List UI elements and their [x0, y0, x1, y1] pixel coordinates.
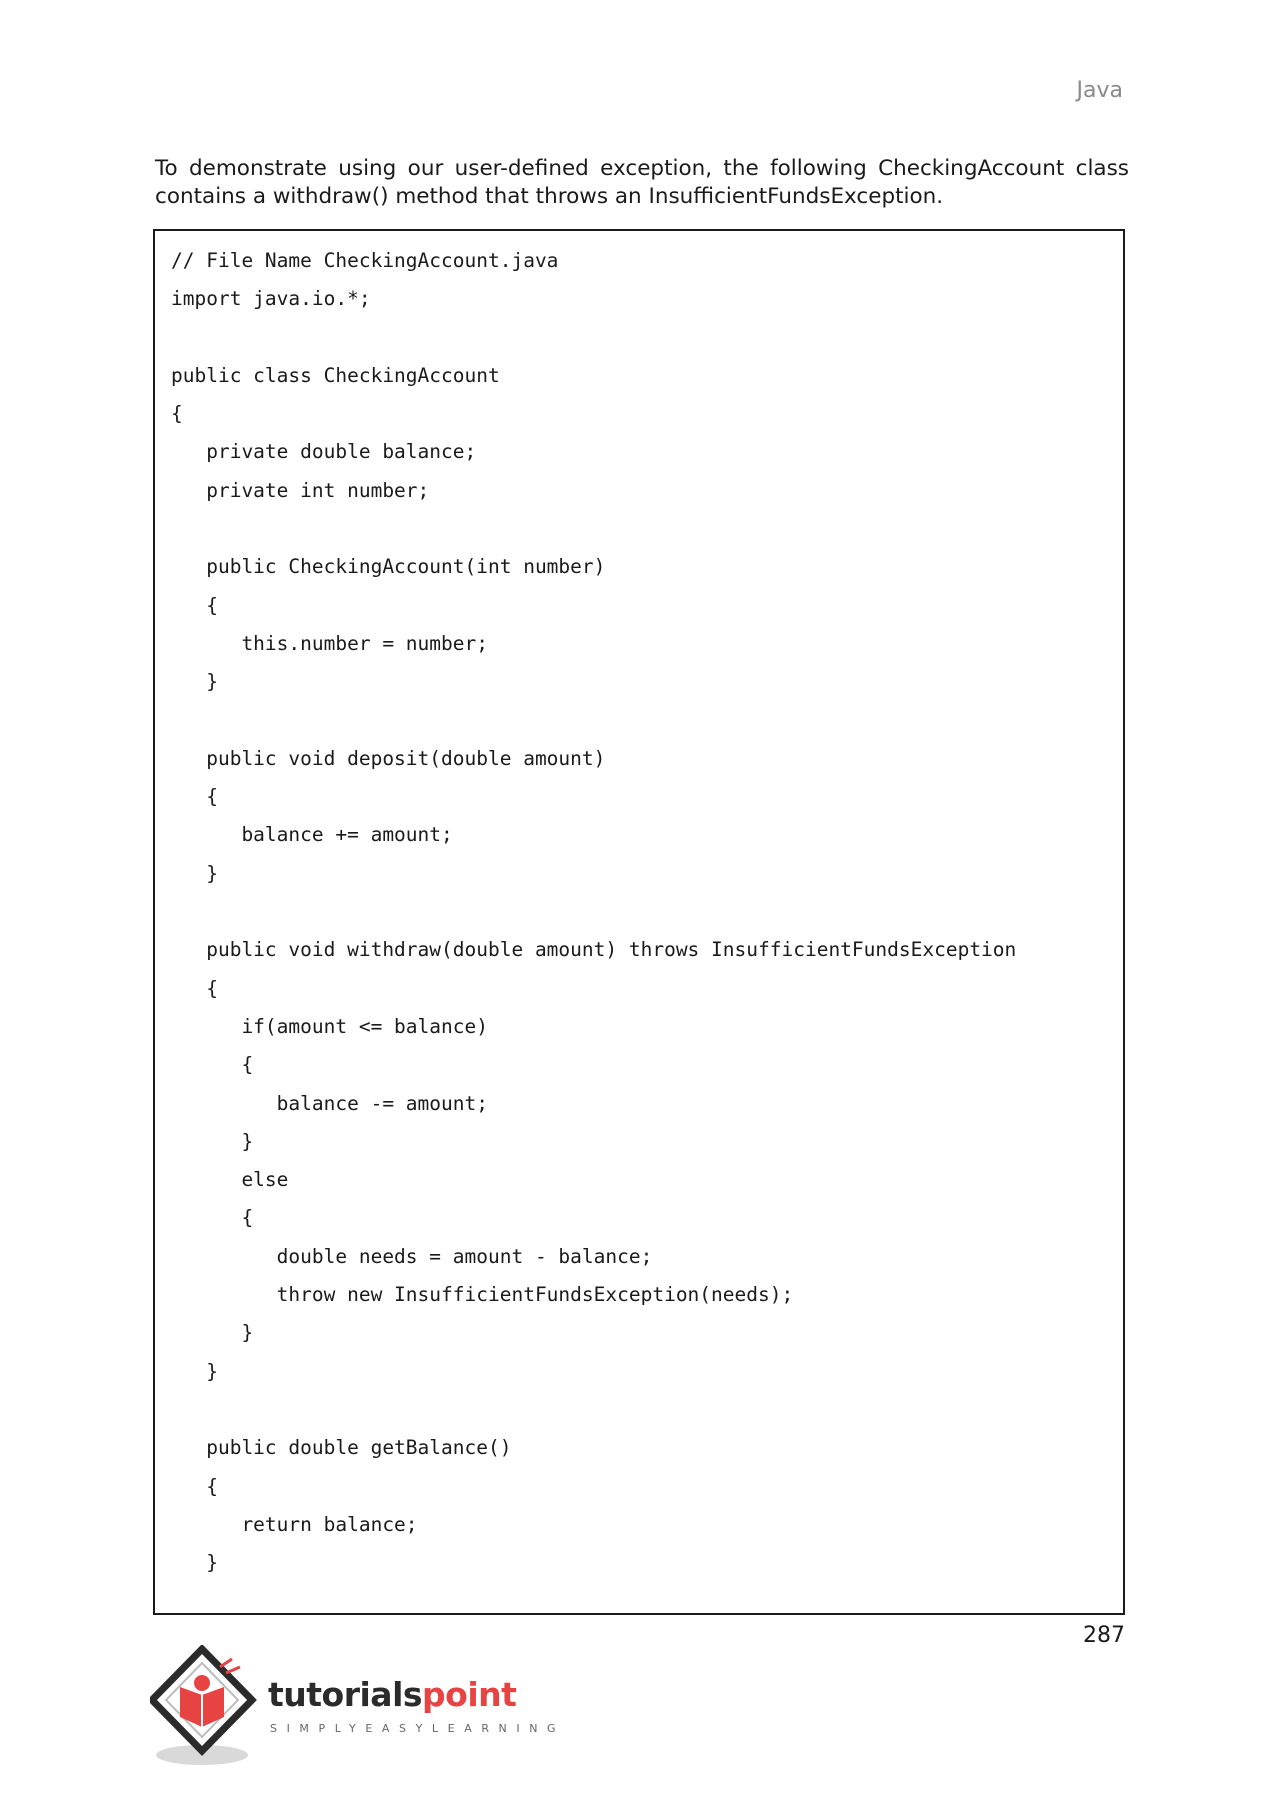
intro-paragraph: To demonstrate using our user-defined exception, the following CheckingAccount class contains a withdraw() method that throws an InsufficientFundsException. [155, 156, 1129, 209]
code-line: } [171, 1551, 218, 1575]
code-line: balance += amount; [171, 823, 453, 847]
code-line: return balance; [171, 1512, 418, 1536]
code-line: { [171, 976, 218, 1000]
code-line: { [171, 1206, 254, 1230]
code-line: { [171, 785, 218, 809]
code-line [171, 893, 1016, 931]
tutorialspoint-logo-icon [150, 1645, 270, 1770]
code-line: } [171, 1321, 254, 1345]
code-line: } [171, 861, 218, 885]
logo-tagline: SIMPLYEASYLEARNING [270, 1722, 566, 1735]
code-line: if(amount <= balance) [171, 1014, 488, 1038]
code-line: else [171, 1168, 289, 1192]
code-line [171, 510, 1016, 548]
code-line: public double getBalance() [171, 1436, 512, 1460]
code-line: balance -= amount; [171, 1091, 488, 1115]
code-line [171, 1391, 1016, 1429]
code-block [153, 229, 1125, 1615]
code-line: private int number; [171, 478, 430, 502]
code-line [171, 319, 1016, 357]
code-line: double needs = amount - balance; [171, 1244, 653, 1268]
code-line: // File Name CheckingAccount.java [171, 249, 559, 272]
publisher-logo [150, 1645, 570, 1770]
code-line: } [171, 670, 218, 694]
page-number: 287 [1083, 1623, 1125, 1648]
code-line: public void deposit(double amount) [171, 746, 606, 770]
code-line: } [171, 1359, 218, 1383]
code-line: private double balance; [171, 440, 477, 464]
code-line [171, 702, 1016, 740]
code-line: public CheckingAccount(int number) [171, 555, 606, 579]
code-line: { [171, 1053, 254, 1077]
code-line: { [171, 593, 218, 617]
running-header-title: Java [1076, 78, 1123, 103]
code-line: { [171, 402, 183, 426]
logo-wordmark: tutorialspoint [268, 1675, 517, 1714]
code-lines [171, 242, 1016, 1582]
code-line: this.number = number; [171, 631, 488, 655]
code-line: { [171, 1474, 218, 1498]
code-line: public class CheckingAccount [171, 363, 500, 387]
code-line: public void withdraw(double amount) throws InsufficientFundsException [171, 938, 1017, 962]
code-line: throw new InsufficientFundsException(needs); [171, 1283, 794, 1307]
code-line: import java.io.*; [171, 287, 371, 311]
code-line: } [171, 1129, 254, 1153]
